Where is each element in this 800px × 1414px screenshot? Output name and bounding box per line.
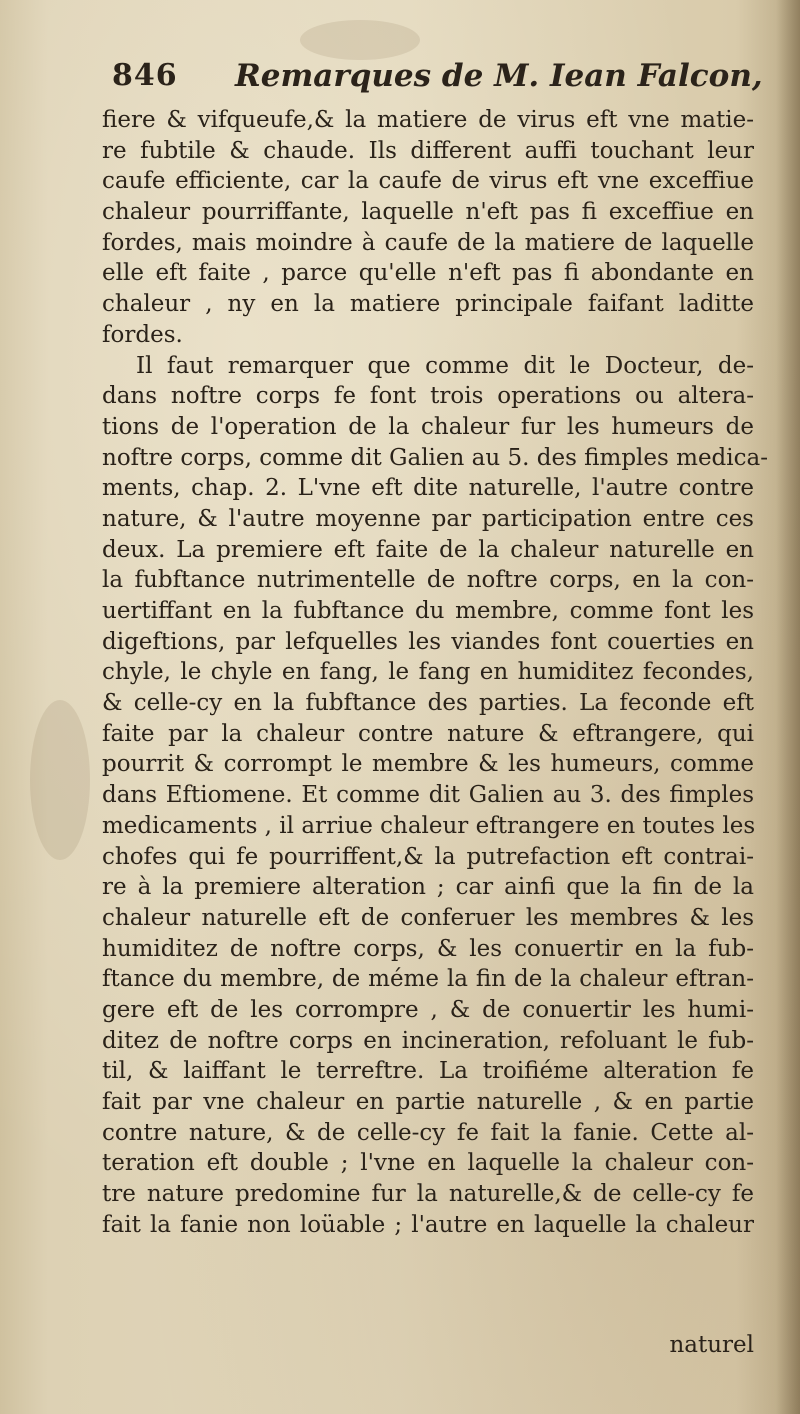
- page-edge-shadow: [776, 0, 800, 1414]
- text-line: faite par la chaleur contre nature & eftrangere, qui: [102, 720, 754, 747]
- text-line: tions de l'operation de la chaleur fur les humeurs de: [102, 413, 754, 440]
- text-line: ditez de noftre corps en incineration, refoluant le fub-: [102, 1027, 754, 1054]
- text-line: ments, chap. 2. L'vne eft dite naturelle, l'autre contre: [102, 475, 754, 502]
- body-text: [102, 105, 769, 1240]
- text-line: fordes, mais moindre à caufe de la matiere de laquelle: [102, 229, 754, 256]
- text-line: teration eft double ; l'vne en laquelle la chaleur con-: [102, 1150, 754, 1177]
- text-line: nature, & l'autre moyenne par participation entre ces: [102, 505, 754, 532]
- text-line: Il faut remarquer que comme dit le Docteur, de-: [136, 352, 754, 379]
- text-line: uertiffant en la fubftance du membre, comme font les: [102, 598, 754, 624]
- text-line: re à la premiere alteration ; car ainfi que la fin de la: [102, 874, 754, 901]
- text-line: chaleur , ny en la matiere principale faifant laditte: [102, 291, 754, 318]
- text-line: caufe efficiente, car la caufe de virus eft vne exceffiue: [102, 168, 754, 195]
- text-line: contre nature, & de celle-cy fe fait la fanie. Cette al-: [102, 1119, 754, 1146]
- text-line: dans Eftiomene. Et comme dit Galien au 3. des fimples: [102, 782, 754, 809]
- text-line: tre nature predomine fur la naturelle,& de celle-cy fe: [102, 1181, 754, 1208]
- text-line: pourrit & corrompt le membre & les humeurs, comme: [102, 751, 754, 778]
- text-line: re fubtile & chaude. Ils different auffi touchant leur: [102, 137, 754, 164]
- text-line: chaleur naturelle eft de conferuer les membres & les: [102, 904, 754, 931]
- text-line: medicaments , il arriue chaleur eftrangere en toutes les: [102, 812, 756, 839]
- text-line: chyle, le chyle en fang, le fang en humiditez fecondes,: [102, 659, 754, 686]
- text-line: digeftions, par lefquelles les viandes font couerties en: [102, 628, 754, 655]
- text-line: fait par vne chaleur en partie naturelle , & en partie: [102, 1089, 754, 1115]
- paper-stain: [300, 20, 420, 60]
- text-line: chofes qui fe pourriffent,& la putrefaction eft contrai-: [102, 843, 754, 870]
- text-line: chaleur pourriffante, laquelle n'eft pas fi exceffiue en: [102, 199, 754, 226]
- paper-stain: [30, 700, 90, 860]
- text-line: elle eft faite , parce qu'elle n'eft pas fi abondante en: [102, 260, 754, 287]
- catchword-row: [102, 1332, 754, 1358]
- text-line: noftre corps, comme dit Galien au 5. des fimples medica-: [102, 444, 769, 471]
- running-title: Remarques de M. Iean Falcon,: [235, 58, 763, 94]
- text-line: & celle-cy en la fubftance des parties. La feconde eft: [102, 690, 754, 717]
- text-line: la fubftance nutrimentelle de noftre corps, en la con-: [102, 567, 754, 594]
- page-number: 846: [112, 58, 178, 93]
- text-line: fordes.: [102, 321, 183, 348]
- text-line: gere eft de les corrompre , & de conuertir les humi-: [102, 996, 754, 1023]
- text-line: fait la fanie non loüable ; l'autre en laquelle la chaleur: [102, 1211, 754, 1238]
- text-line: humiditez de noftre corps, & les conuertir en la fub-: [102, 935, 754, 962]
- catchword: naturel: [669, 1332, 754, 1358]
- text-line: dans noftre corps fe font trois operations ou altera-: [102, 383, 754, 410]
- page-header: [100, 58, 790, 108]
- text-line: fiere & vifqueufe,& la matiere de virus eft vne matie-: [102, 107, 754, 133]
- text-line: ftance du membre, de méme la fin de la chaleur eftran-: [102, 966, 754, 993]
- text-line: deux. La premiere eft faite de la chaleur naturelle en: [102, 536, 754, 563]
- text-line: til, & laiffant le terreftre. La troifiéme alteration fe: [102, 1058, 754, 1085]
